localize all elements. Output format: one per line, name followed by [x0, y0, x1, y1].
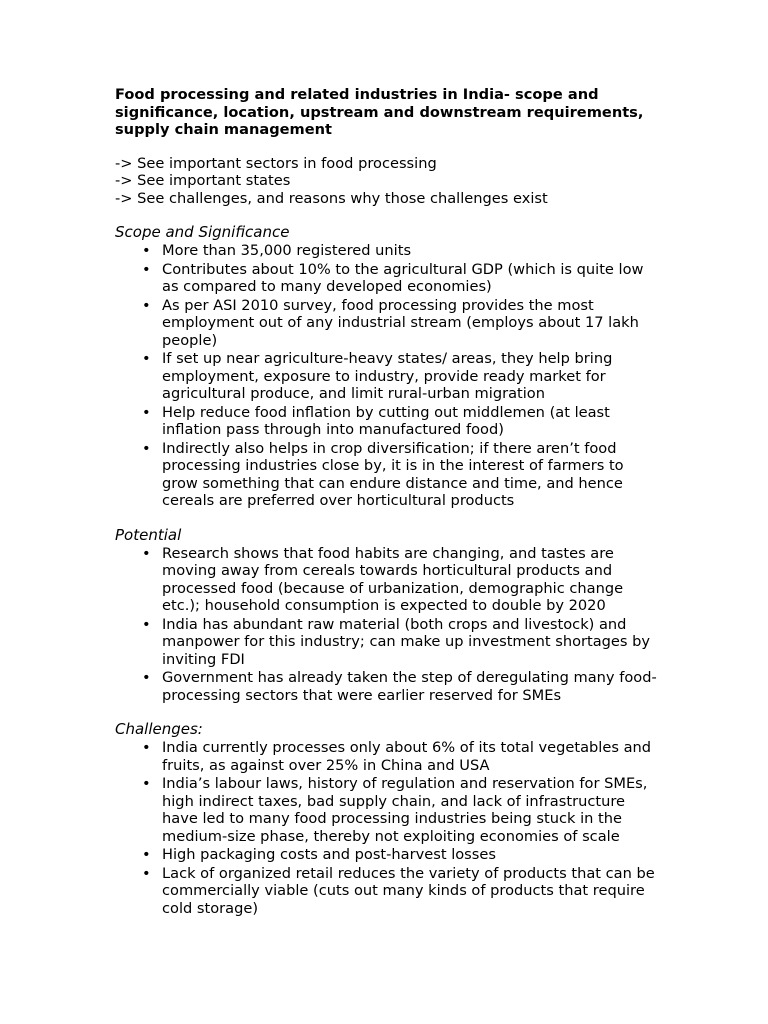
list-item-text: Research shows that food habits are changing, and tastes are moving away from cereals towards horticultural products and processed food (because of urbanization, demographic change etc.); household consumption is expected to double by 2020: [162, 544, 624, 614]
bullet-icon: •: [142, 242, 151, 259]
bullet-icon: •: [142, 669, 151, 686]
challenges-list: [115, 739, 660, 917]
list-item: [115, 739, 660, 774]
bullet-icon: •: [142, 439, 151, 457]
guide-item: -> See important sectors in food processing: [115, 154, 437, 172]
bullet-icon: •: [142, 260, 151, 278]
scope-list: [115, 242, 660, 510]
list-item-text: India’s labour laws, history of regulation and reservation for SMEs, high indirect taxes, bad supply chain, and lack of infrastructure have led to many food processing industries being stuck in the medium-size phase, thereby not exploiting economies of scale: [162, 775, 648, 845]
potential-list: [115, 545, 660, 705]
list-item: [115, 261, 660, 296]
list-item-text: Contributes about 10% to the agricultural GDP (which is quite low as compared to many developed economies): [162, 260, 644, 295]
list-item: [115, 669, 660, 704]
list-item-text: If set up near agriculture-heavy states/ areas, they help bring employment, exposure to industry, provide ready market for agricultural produce, and limit rural-urban migration: [162, 350, 613, 402]
list-item: [115, 545, 660, 615]
bullet-icon: •: [142, 615, 151, 633]
document-title: Food processing and related industries in India- scope and significance, location, upstream and downstream requirements, supply chain management: [115, 86, 644, 138]
list-item: [115, 242, 660, 260]
list-item-text: India currently processes only about 6% of its total vegetables and fruits, as against over 25% in China and USA: [162, 739, 652, 774]
list-item-text: High packaging costs and post-harvest losses: [162, 846, 496, 863]
list-item-text: As per ASI 2010 survey, food processing provides the most employment out of any industrial stream (employs about 17 lakh people): [162, 296, 639, 349]
list-item: [115, 865, 660, 918]
list-item: [115, 350, 660, 403]
bullet-icon: •: [142, 544, 151, 562]
list-item-text: Government has already taken the step of deregulating many food-processing sectors that were earlier reserved for SMEs: [162, 669, 657, 704]
list-item: [115, 297, 660, 350]
bullet-icon: •: [142, 739, 151, 756]
guide-item: -> See challenges, and reasons why those challenges exist: [115, 189, 548, 207]
bullet-icon: •: [142, 403, 151, 421]
list-item-text: Indirectly also helps in crop diversification; if there aren’t food processing industries close by, it is in the interest of farmers to grow something that can endure distance and time, and hence cereals are preferred over horticultural products: [162, 439, 624, 509]
guide-item: -> See important states: [115, 172, 291, 189]
list-item-text: India has abundant raw material (both crops and livestock) and manpower for this industry; can make up investment shortages by inviting FDI: [162, 615, 651, 668]
list-item-text: More than 35,000 registered units: [162, 242, 412, 259]
section-heading-scope: Scope and Significance: [115, 223, 290, 241]
bullet-icon: •: [142, 350, 151, 367]
list-item: [115, 775, 660, 845]
list-item: [115, 616, 660, 669]
list-item-text: Help reduce food inflation by cutting out middlemen (at least inflation pass through into manufactured food): [162, 403, 610, 438]
section-heading-challenges: Challenges:: [115, 720, 203, 738]
list-item: [115, 846, 660, 864]
list-item: [115, 404, 660, 439]
bullet-icon: •: [142, 296, 151, 314]
bullet-icon: •: [142, 864, 151, 882]
bullet-icon: •: [142, 775, 151, 792]
list-item: [115, 440, 660, 510]
guide-list: [115, 155, 660, 208]
list-item-text: Lack of organized retail reduces the variety of products that can be commercially viable (cuts out many kinds of products that require cold storage): [162, 864, 655, 917]
section-heading-potential: Potential: [115, 525, 182, 544]
document-page: [115, 86, 660, 933]
bullet-icon: •: [142, 846, 151, 863]
